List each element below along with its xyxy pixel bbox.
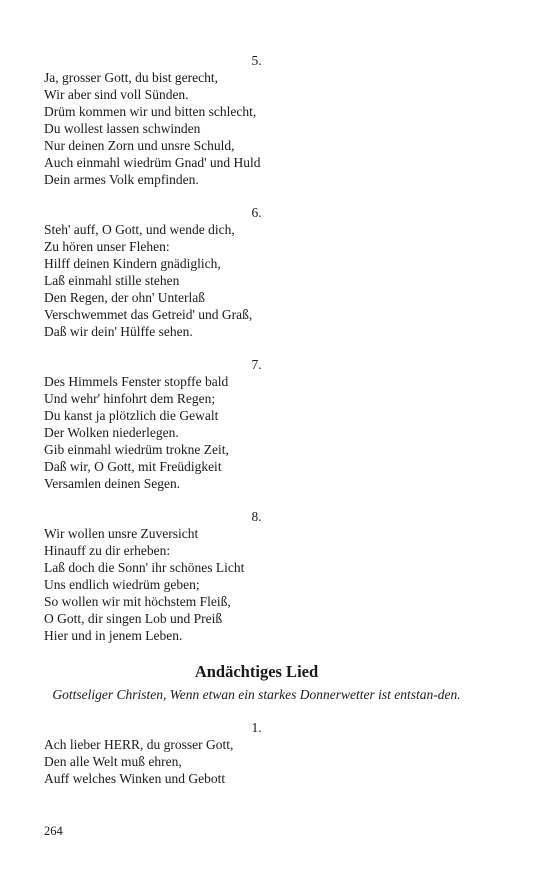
page-number: 264 (44, 824, 63, 838)
stanza-1 (44, 719, 469, 787)
verse-line: Drüm kommen wir und bitten schlecht, (44, 104, 257, 119)
song-title: Andächtiges Lied (194, 662, 319, 681)
stanza-number: 1. (251, 720, 262, 735)
page-body (44, 52, 469, 803)
verse-line: Hier und in jenem Leben. (44, 628, 183, 643)
verse-line: Versamlen deinen Segen. (44, 476, 181, 491)
verse-line: Den alle Welt muß ehren, (44, 754, 182, 769)
verse-line: Zu hören unser Flehen: (44, 239, 170, 254)
verse-line: O Gott, dir singen Lob und Preiß (44, 611, 223, 626)
stanza-8 (44, 508, 469, 644)
stanza-number: 6. (251, 205, 262, 220)
verse-line: Ja, grosser Gott, du bist gerecht, (44, 70, 218, 85)
verse-line: Daß wir, O Gott, mit Freüdigkeit (44, 459, 222, 474)
verse-line: Der Wolken niederlegen. (44, 425, 179, 440)
verse-line: So wollen wir mit höchstem Fleiß, (44, 594, 231, 609)
verse-line: Nur deinen Zorn und unsre Schuld, (44, 138, 235, 153)
stanza-5 (44, 52, 469, 188)
stanza-number: 7. (251, 357, 262, 372)
verse-line: Verschwemmet das Getreid' und Graß, (44, 307, 253, 322)
stanza-7 (44, 356, 469, 492)
verse-line: Uns endlich wiedrüm geben; (44, 577, 200, 592)
verse-line: Daß wir dein' Hülffe sehen. (44, 324, 193, 339)
verse-line: Gib einmahl wiedrüm trokne Zeit, (44, 442, 229, 457)
verse-line: Ach lieber HERR, du grosser Gott, (44, 737, 234, 752)
verse-line: Hilff deinen Kindern gnädiglich, (44, 256, 221, 271)
stanza-number: 5. (251, 53, 262, 68)
verse-line: Wir aber sind voll Sünden. (44, 87, 189, 102)
verse-line: Auff welches Winken und Gebott (44, 771, 226, 786)
verse-line: Auch einmahl wiedrüm Gnad' und Huld (44, 155, 261, 170)
verse-line: Und wehr' hinfohrt dem Regen; (44, 391, 216, 406)
song-subtitle: Gottseliger Christen, Wenn etwan ein starkes Donnerwetter ist entstan-den. (52, 687, 461, 702)
stanza-6 (44, 204, 469, 340)
verse-line: Steh' auff, O Gott, und wende dich, (44, 222, 235, 237)
verse-line: Hinauff zu dir erheben: (44, 543, 171, 558)
verse-line: Des Himmels Fenster stopffe bald (44, 374, 229, 389)
stanza-number: 8. (251, 509, 262, 524)
verse-line: Du wollest lassen schwinden (44, 121, 201, 136)
verse-line: Wir wollen unsre Zuversicht (44, 526, 199, 541)
verse-line: Den Regen, der ohn' Unterlaß (44, 290, 206, 305)
verse-line: Du kanst ja plötzlich die Gewalt (44, 408, 219, 423)
verse-line: Laß doch die Sonn' ihr schönes Licht (44, 560, 245, 575)
verse-line: Dein armes Volk empfinden. (44, 172, 199, 187)
verse-line: Laß einmahl stille stehen (44, 273, 180, 288)
